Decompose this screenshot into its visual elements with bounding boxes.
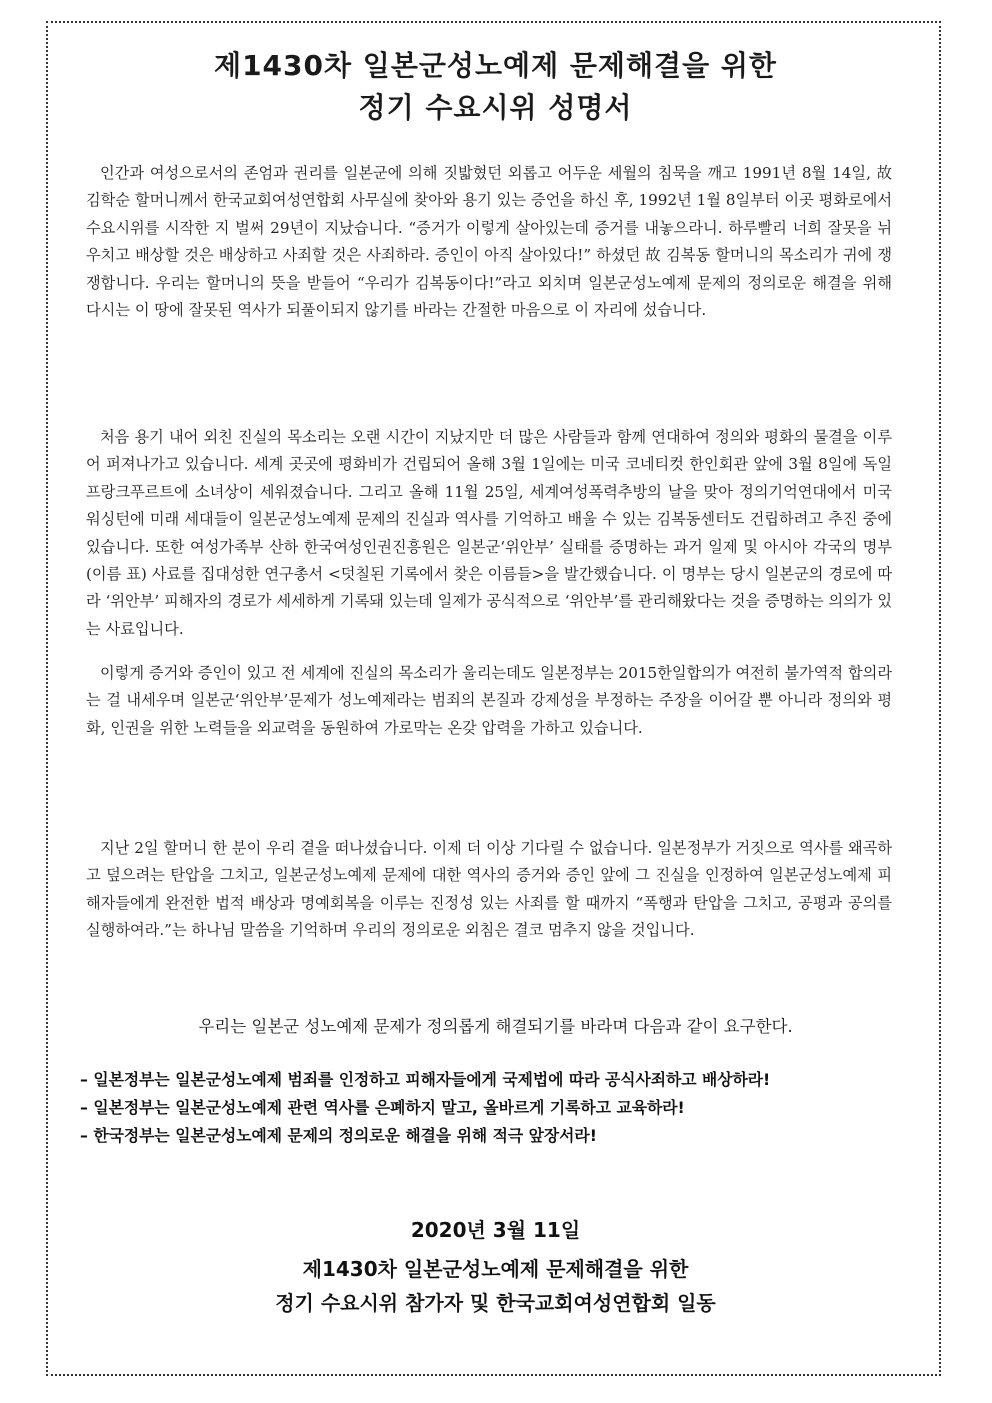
demand-item: – 일본정부는 일본군성노예제 관련 역사를 은폐하지 말고, 올바르게 기록하고 교육하라! xyxy=(80,1098,685,1117)
document-title-line-2: 정기 수요시위 성명서 xyxy=(358,91,633,124)
demand-intro: 우리는 일본군 성노예제 문제가 정의롭게 해결되기를 바라며 다음과 같이 요구한다. xyxy=(198,1017,793,1036)
statement-paragraph-2: 처음 용기 내어 외친 진실의 목소리는 오랜 시간이 지났지만 더 많은 사람들과 함께 연대하여 정의와 평화의 물결을 이루어 퍼져나가고 있습니다. 세계 곳곳에 평화비가 건립되어 올해 3월 1일에는 미국 코네티컷 한인회관 앞에 3월 8일에 독일 프랑크푸르트에 소녀상이 세워졌습니다. 그리고 올해 11월 25일, 세계여성폭력추방의 날을 맞아 정의기억연대에서 미국 워싱턴에 미래 세대들이 일본군성노예제 문제의 진실과 역사를 기억하고 배울 수 있는 김복동센터도 건립하려고 추진 중에 있습니다. 또한 여성가족부 산하 한국여성인권진흥원은 일본군‘위안부’ 실태를 증명하는 과거 일제 및 아시아 각국의 명부(이름 표) 사료를 집대성한 연구총서 <덧칠된 기록에서 찾은 이름들>을 발간했습니다. 이 명부는 당시 일본군의 경로에 따라 ‘위안부’ 피해자의 경로가 세세하게 기록돼 있는데 일제가 공식적으로 ‘위안부’를 관리해왔다는 것을 증명하는 의의가 있는 사료입니다. xyxy=(86,428,892,638)
statement-paragraph-4: 지난 2일 할머니 한 분이 우리 곁을 떠나셨습니다. 이제 더 이상 기다릴 수 없습니다. 일본정부가 거짓으로 역사를 왜곡하고 덮으려는 탄압을 그치고, 일본군성노예제 문제에 대한 역사의 증거와 증인 앞에 그 진실을 인정하여 일본군성노예제 피해자들에게 완전한 법적 배상과 명예회복을 이루는 진정성 있는 사죄를 할 때까지 “폭행과 탄압을 그치고, 공평과 공의를 실행하여라.”는 하나님 말씀을 기억하며 우리의 정의로운 외침은 결코 멈추지 않을 것입니다. xyxy=(86,839,892,940)
document-title-line-1: 제1430차 일본군성노예제 문제해결을 위한 xyxy=(214,49,777,82)
demand-item: – 한국정부는 일본군성노예제 문제의 정의로운 해결을 위해 적극 앞장서라! xyxy=(80,1126,597,1145)
statement-paragraph-3: 이렇게 증거와 증인이 있고 전 세계에 진실의 목소리가 울리는데도 일본정부는 2015한일합의가 여전히 불가역적 합의라는 걸 내세우며 일본군‘위안부’문제가 성노예제라는 범죄의 본질과 강제성을 부정하는 주장을 이어갈 뿐 아니라 정의와 평화, 인권을 위한 노력들을 외교력을 동원하여 가로막는 온갖 압력을 가하고 있습니다. xyxy=(86,664,892,737)
signature-line-2: 정기 수요시위 참가자 및 한국교회여성연합회 일동 xyxy=(275,1291,716,1315)
statement-date: 2020년 3월 11일 xyxy=(410,1218,581,1242)
demand-list xyxy=(80,1066,920,1150)
demand-item: – 일본정부는 일본군성노예제 범죄를 인정하고 피해자들에게 국제법에 따라 공식사죄하고 배상하라! xyxy=(80,1070,771,1089)
statement-paragraph-1: 인간과 여성으로서의 존엄과 권리를 일본군에 의해 짓밟혔던 외롭고 어두운 세월의 침묵을 깨고 1991년 8월 14일, 故 김학순 할머니께서 한국교회여성연합회 사무실에 찾아와 용기 있는 증언을 하신 후, 1992년 1월 8일부터 이곳 평화로에서 수요시위를 시작한 지 벌써 29년이 지났습니다. “증거가 이렇게 살아있는데 증거를 내놓으라니. 하루빨리 너희 잘못을 뉘우치고 배상할 것은 배상하고 사죄할 것은 사죄하라. 증인이 아직 살아있다!” 하셨던 故 김복동 할머니의 목소리가 귀에 쟁쟁합니다. 우리는 할머니의 뜻을 받들어 “우리가 김복동이다!”라고 외치며 일본군성노예제 문제의 정의로운 해결을 위해 다시는 이 땅에 잘못된 역사가 되풀이되지 않기를 바라는 간절한 마음으로 이 자리에 섰습니다. xyxy=(86,164,892,320)
signature-line-1: 제1430차 일본군성노예제 문제해결을 위한 xyxy=(302,1257,689,1281)
